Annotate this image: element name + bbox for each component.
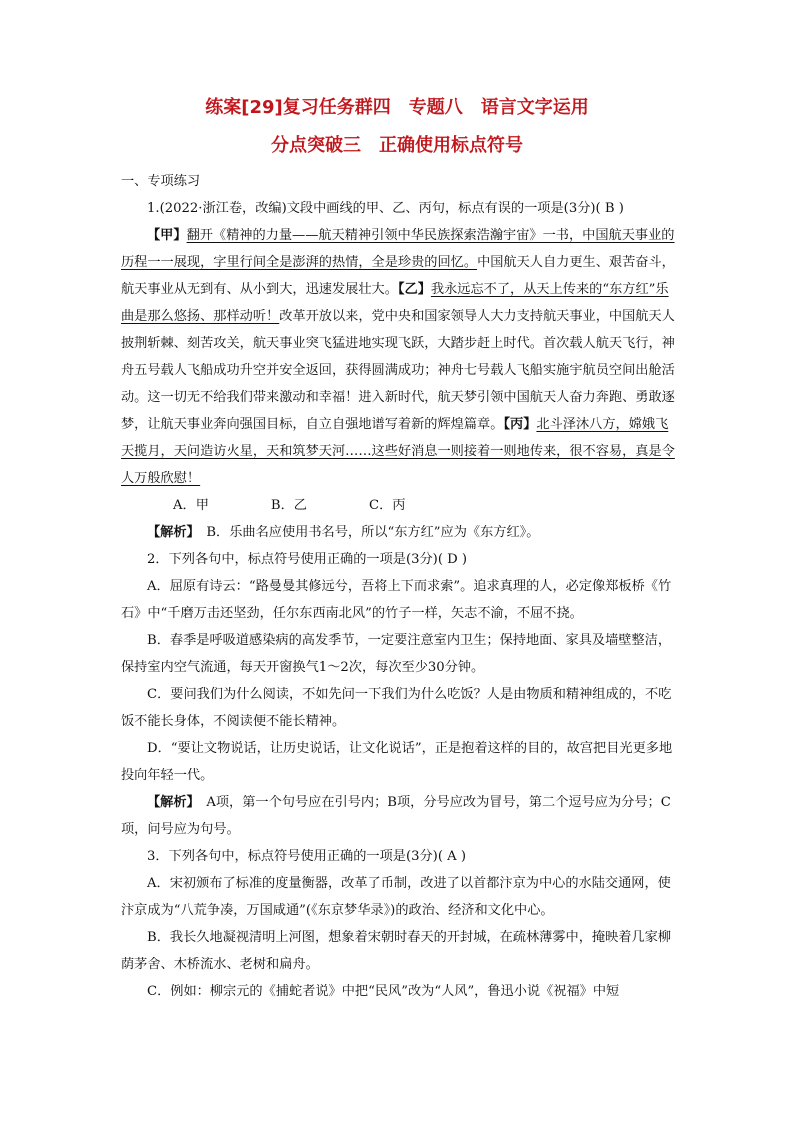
- q2-analysis-label: 【解析】: [147, 795, 194, 810]
- q1-choice-b: B．乙: [270, 498, 307, 513]
- q1-yi-text: 我永远忘不了，从天上传来的“东方红”乐曲是那么悠扬、那样动听！: [121, 282, 669, 324]
- q1-mid2: 改革开放以来，党中央和国家领导人大力支持航天事业，中国航天人披荆斩棘、刻苦攻关，航天事业突飞猛进地实现飞跃，大踏步赶上时代。首次载人航天飞行，神舟五号载人飞船成功升空并安全返回，获得圆满成功；神舟七号载人飞船实施宇航员空间出舱活动。这一切无不给我们带来激动和幸福！进入新时代，航天梦引领中国航天人奋力奔跑、勇敢逐梦，让航天事业奔向强国目标，自立自强地谱写着新的辉煌篇章。: [121, 309, 675, 432]
- q1-jia-text: 翻开《精神的力量——航天精神引领中华民族探索浩瀚宇宙》一书，中国航天事业的历程一一展现，字里行间全是澎湃的热情，全是珍贵的回忆。: [121, 228, 675, 270]
- q1-analysis: [121, 519, 676, 546]
- q1-analysis-text: B．乐曲名应使用书名号，所以“东方红”应为《东方红》。: [193, 525, 540, 540]
- q3-option-a: A．宋初颁布了标准的度量衡器，改革了币制，改进了以首都汴京为中心的水陆交通网，使汴京成为“八荒争凑，万国咸通”(《东京梦华录》)的政治、经济和文化中心。: [121, 876, 671, 918]
- q2-option-b: B．春季是呼吸道感染病的高发季节，一定要注意室内卫生；保持地面、家具及墙壁整洁，保持室内空气流通，每天开窗换气1～2次，每次至少30分钟。: [121, 633, 671, 675]
- q1-mid1: 中国航天人自力更生、艰苦奋斗，航天事业从无到有、从小到大，迅速发展壮大。: [121, 255, 675, 297]
- q1-passage: [121, 222, 676, 492]
- q1-choice-a: A．甲: [173, 498, 209, 513]
- page-subtitle: 分点突破三 正确使用标点符号: [271, 135, 523, 156]
- q2-option-d: D．“要让文物说话，让历史说话，让文化说话”，正是抱着这样的目的，故宫把目光更多地投向年轻一代。: [121, 741, 673, 783]
- page-title: 练案[29]复习任务群四 专题八 语言文字运用: [205, 97, 589, 118]
- q1-bing-text: 北斗泽沐八方，嫦娥飞天揽月，天问造访火星，天和筑梦天河……这些好消息一则接着一则地传来，很不容易，真是令人万般欣慰！: [121, 417, 675, 486]
- q1-jia-label: 【甲】: [147, 228, 187, 243]
- q2-analysis: [121, 789, 676, 843]
- q1-analysis-label: 【解析】: [147, 525, 194, 540]
- q2-option-c: C．要问我们为什么阅读，不如先问一下我们为什么吃饭？人是由物质和精神组成的，不吃饭不能长身体，不阅读便不能长精神。: [121, 687, 672, 729]
- q2-option-a: A．屈原有诗云：“路曼曼其修远兮，吾将上下而求索”。追求真理的人，必定像郑板桥《竹石》中“千磨万击还坚劲，任尔东西南北风”的竹子一样，矢志不渝，不屈不挠。: [121, 579, 672, 621]
- q2-analysis-text: A项，第一个句号应在引号内；B项，分号应改为冒号，第二个逗号应为分号；C项，问号应为句号。: [121, 795, 671, 837]
- document-body: [121, 168, 676, 1005]
- q1-yi-label: 【乙】: [397, 282, 431, 297]
- q2-stem: 2．下列各句中，标点符号使用正确的一项是(3分)( D ): [147, 552, 468, 567]
- q3-option-b: B．我长久地凝视清明上河图，想象着宋朝时春天的开封城，在疏林薄雾中，掩映着几家柳荫茅舍、木桥流水、老树和扁舟。: [121, 930, 671, 972]
- q3-stem: 3．下列各句中，标点符号使用正确的一项是(3分)( A ): [147, 849, 467, 864]
- q1-choices: [121, 492, 676, 519]
- q1-stem: 1.(2022·浙江卷，改编)文段中画线的甲、乙、丙句，标点有误的一项是(3分)( B ): [147, 201, 624, 216]
- section-heading: 一、专项练习: [121, 174, 201, 189]
- q1-choice-c: C．丙: [368, 498, 406, 513]
- q1-bing-label: 【丙】: [503, 417, 537, 432]
- q3-option-c: C．例如：柳宗元的《捕蛇者说》中把“民风”改为“人风”，鲁迅小说《祝福》中短: [147, 984, 620, 999]
